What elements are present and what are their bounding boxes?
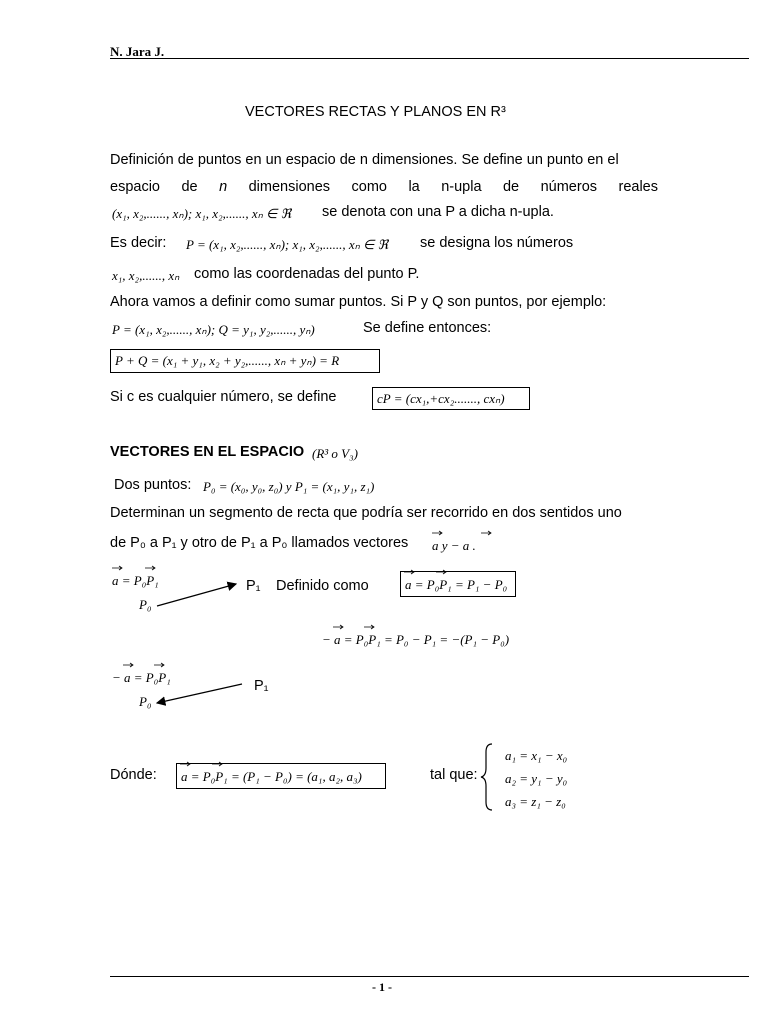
vector-arrow-icon: [333, 625, 343, 629]
word: la: [408, 179, 420, 195]
vector-arrow-icon: [123, 663, 133, 667]
sum-formula: P + Q = (x₁ + y₁, x₂ + y₂,......, xₙ + yₙ) = R: [115, 353, 340, 368]
word: como: [351, 179, 387, 195]
word: de: [181, 179, 198, 195]
p1-line3-text: se denota con una P a dicha n-upla.: [322, 204, 554, 220]
word: n: [219, 179, 228, 195]
p3-line1: Ahora vamos a definir como sumar puntos. Si P y Q son puntos, por ejemplo:: [110, 294, 607, 310]
word: de: [502, 179, 520, 195]
donde-label: Dónde:: [110, 767, 157, 783]
page-number: - 1 -: [372, 980, 392, 994]
section-heading-math: (R³ o V₃): [312, 446, 358, 461]
negative-vector-equation: − a = P₀P₁ = P₀ − P₁ = −(P₁ − P₀): [322, 632, 510, 647]
p1-line3-math: (x₁, x₂,......, xₙ); x₁, x₂,......, xₙ ∈ ℜ: [112, 206, 292, 221]
p2-lead: Es decir:: [110, 235, 167, 251]
points-math: P₀ = (x₀, y₀, z₀) y P₁ = (x₁, y₁, z₁): [203, 479, 375, 494]
vector-arrow-icon: [364, 625, 374, 629]
section-heading: VECTORES EN EL ESPACIO: [110, 444, 305, 460]
component-eq-1: a₁ = x₁ − x₀: [505, 748, 568, 763]
component-eq-3: a₃ = z₁ − z₀: [505, 794, 566, 809]
vector-arrow-icon: [180, 762, 190, 766]
curly-brace-icon: [481, 744, 492, 810]
vector-arrow-icon: [436, 570, 446, 574]
scalar-formula: cP = (cx₁,+cx₂......., cxₙ): [377, 391, 505, 406]
p2-line2-text: como las coordenadas del punto P.: [194, 266, 420, 282]
vector-arrow-icon: [154, 663, 164, 667]
word: espacio: [110, 179, 160, 195]
vector-arrow-icon: [112, 566, 122, 570]
diagram1-definido: Definido como: [276, 578, 369, 594]
word: dimensiones: [248, 179, 331, 195]
vector-definition: a = P₀P₁ = P₁ − P₀: [405, 577, 508, 592]
p2-math: P = (x₁, x₂,......, xₙ); x₁, x₂,......, xₙ ∈ ℜ: [186, 237, 389, 252]
word: n-upla: [441, 179, 482, 195]
diagram2-p0: P₀: [139, 694, 152, 709]
vector-arrow-icon: [404, 570, 414, 574]
component-eq-2: a₂ = y₁ − y₀: [505, 771, 568, 786]
section-line3-math: a y − a .: [432, 538, 476, 553]
header-author: N. Jara J.: [110, 44, 165, 59]
section-line3: de P₀ a P₁ y otro de P₁ a P₀ llamados vectores: [110, 535, 409, 551]
p0-to-p1-arrow: [157, 584, 236, 606]
vector-arrow-icon: [145, 566, 155, 570]
word: números: [540, 179, 598, 195]
p2-tail: se designa los números: [420, 235, 574, 251]
section-line2: Determinan un segmento de recta que podría ser recorrido en dos sentidos uno: [110, 505, 622, 521]
diagram1-p0: P₀: [139, 597, 152, 612]
p3-math: P = (x₁, x₂,......, xₙ); Q = y₁, y₂,......, yₙ): [112, 322, 315, 337]
diagram2-p1: P₁: [254, 678, 269, 694]
dos-puntos-label: Dos puntos:: [114, 477, 192, 493]
diagram2-vector-label: − a = P₀P₁: [112, 670, 171, 685]
p4-text: Si c es cualquier número, se define: [110, 389, 337, 405]
p2-line2-math: x₁, x₂,......, xₙ: [112, 268, 180, 283]
vector-arrow-icon: [212, 762, 222, 766]
page-title: VECTORES RECTAS Y PLANOS EN R³: [245, 104, 506, 120]
diagram1-vector-label: a = P₀P₁: [112, 573, 159, 588]
p1-line1: Definición de puntos en un espacio de n dimensiones. Se define un punto en el: [110, 152, 619, 168]
diagram1-p1: P₁: [246, 578, 261, 594]
p3-tail: Se define entonces:: [363, 320, 492, 336]
components-formula: a = P₀P₁ = (P₁ − P₀) = (a₁, a₂, a₃): [181, 769, 362, 784]
vector-arrow-icon: [432, 531, 442, 535]
p1-to-p0-arrow: [157, 684, 242, 703]
vector-arrow-icon: [481, 531, 491, 535]
tal-que-label: tal que:: [430, 767, 478, 783]
word: reales: [618, 179, 658, 195]
